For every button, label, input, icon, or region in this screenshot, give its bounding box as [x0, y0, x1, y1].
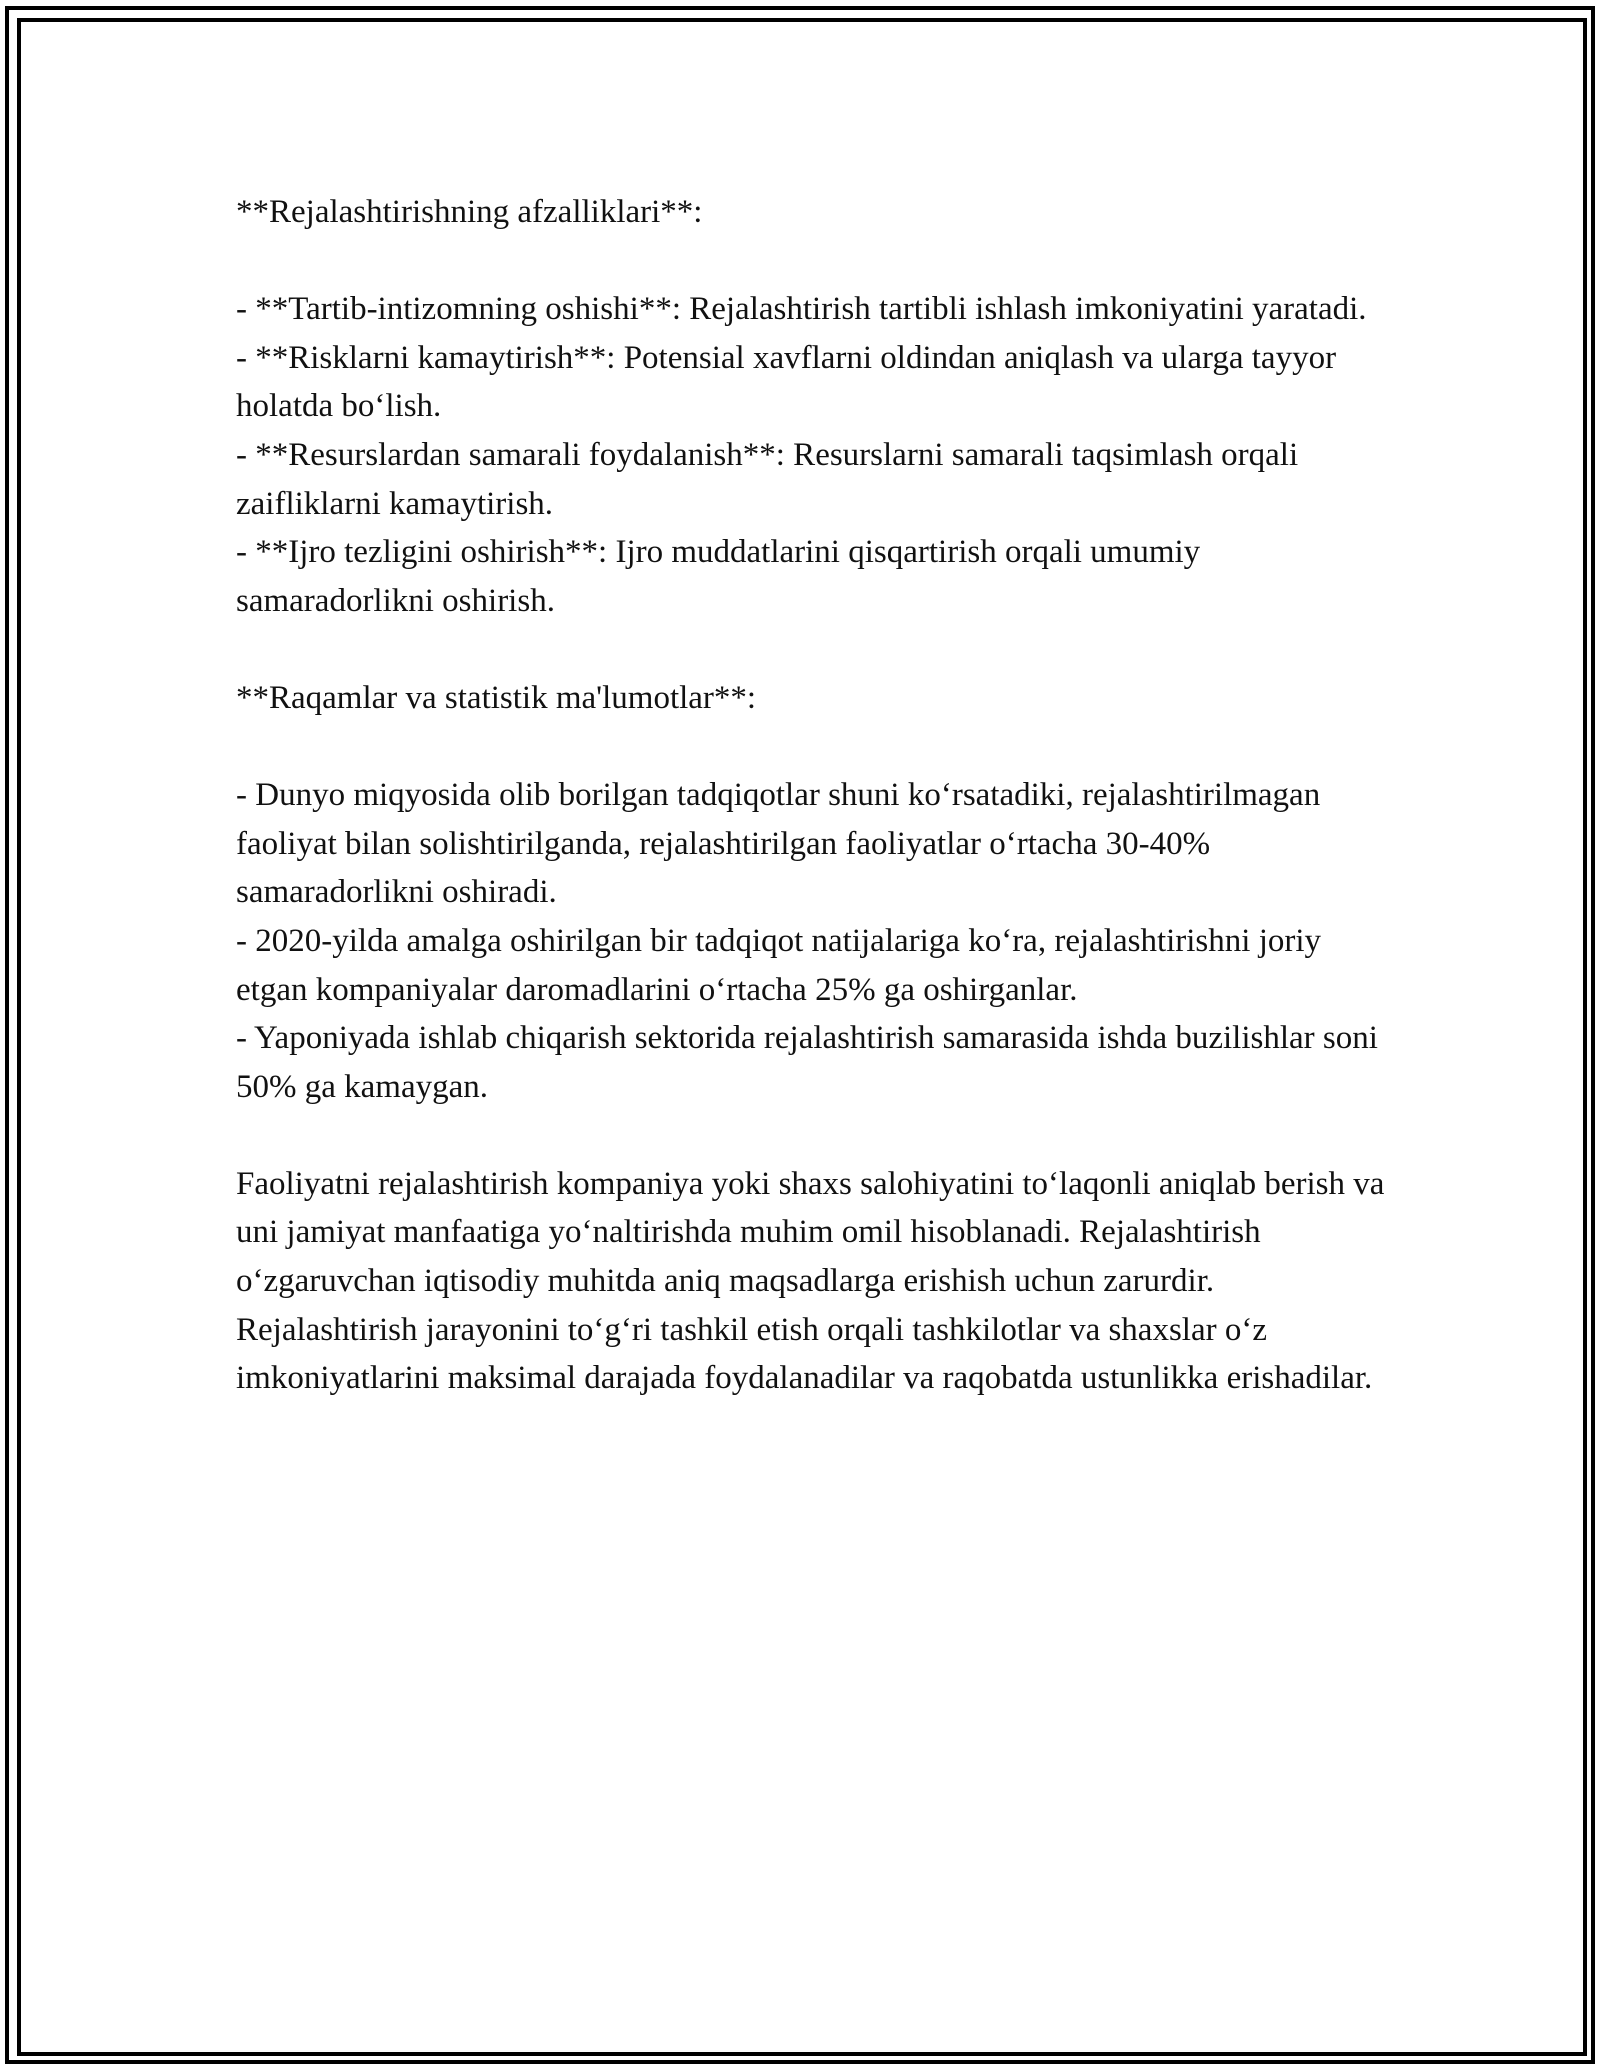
spacer — [236, 1111, 1386, 1160]
spacer — [236, 237, 1386, 286]
statistic-item: - 2020-yilda amalga oshirilgan bir tadqiqot natijalariga ko‘ra, rejalashtirishni joriy etgan kompaniyalar daromadlarini o‘rtacha 25% ga oshirganlar. — [236, 922, 1322, 1008]
document-body — [236, 188, 1386, 1403]
statistic-item: - Dunyo miqyosida olib borilgan tadqiqotlar shuni ko‘rsatadiki, rejalashtirilmagan faoliyat bilan solishtirilganda, rejalashtirilgan faoliyatlar o‘rtacha 30-40% samaradorlikni oshiradi. — [236, 777, 1321, 911]
statistic-item: - Yaponiyada ishlab chiqarish sektorida rejalashtirish samarasida ishda buzilishlar soni 50% ga kamaygan. — [236, 1020, 1378, 1105]
conclusion-paragraph: Faoliyatni rejalashtirish kompaniya yoki shaxs salohiyatini to‘laqonli aniqlab berish va uni jamiyat manfaatiga yo‘naltirishda muhim omil hisoblanadi. Rejalashtirish o‘zgaruvchan iqtisodiy muhitda aniq maqsadlarga erishish uchun zarurdir. Rejalashtirish jarayonini to‘g‘ri tashkil etish orqali tashkilotlar va shaxslar o‘z imkoniyatlarini maksimal darajada foydalanadilar va raqobatda ustunlikka erishadilar. — [236, 1165, 1385, 1397]
heading-statistics: **Raqamlar va statistik ma'lumotlar**: — [236, 679, 757, 716]
advantage-item: - **Ijro tezligini oshirish**: Ijro muddatlarini qisqartirish orqali umumiy samaradorlikni oshirish. — [236, 534, 1201, 619]
spacer — [236, 625, 1386, 674]
advantage-item: - **Resurslardan samarali foydalanish**: Resurslarni samarali taqsimlash orqali zaifliklarni kamaytirish. — [236, 436, 1299, 522]
heading-advantages: **Rejalashtirishning afzalliklari**: — [236, 194, 703, 230]
spacer — [236, 723, 1386, 772]
advantage-item: - **Risklarni kamaytirish**: Potensial xavflarni oldindan aniqlash va ularga tayyor holatda bo‘lish. — [236, 339, 1337, 425]
advantage-item: - **Tartib-intizomning oshishi**: Rejalashtirish tartibli ishlash imkoniyatini yaratadi. — [236, 291, 1367, 328]
